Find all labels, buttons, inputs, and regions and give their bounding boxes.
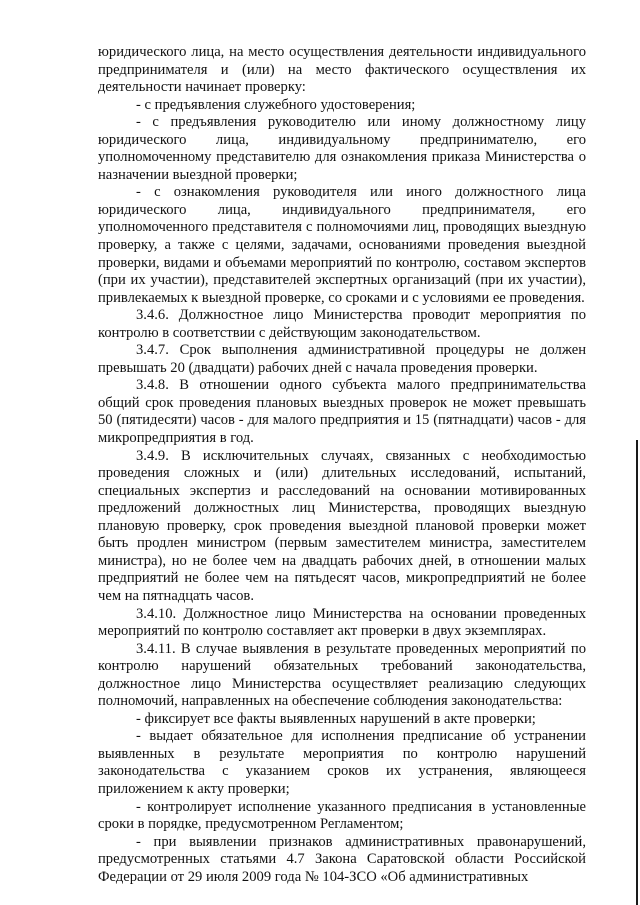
clause-3-4-10: 3.4.10. Должностное лицо Министерства на основании проведенных мероприятий по контролю составляет акт проверки в двух экземплярах.	[98, 605, 586, 640]
list-item-order: - с предъявления руководителю или иному должностному лицу юридического лица, индивидуальному предпринимателю, его уполномоченному представителю для ознакомления приказа Министерства о назначении выездной проверки;	[98, 114, 586, 183]
clause-3-4-7: 3.4.7. Срок выполнения административной процедуры не должен превышать 20 (двадцати) рабочих дней с начала проведения проверки.	[98, 342, 586, 376]
list-item-record-violations: - фиксирует все факты выявленных нарушений в акте проверки;	[136, 710, 536, 727]
list-item-administrative-offenses: - при выявлении признаков административных правонарушений, предусмотренных статьями 4.7 Закона Саратовской области Российской Федерации от 29 июля 2009 года № 104-ЗСО «Об административных	[98, 833, 586, 885]
list-item-certificate: - с предъявления служебного удостоверения;	[136, 96, 416, 113]
list-item-familiarization: - с ознакомления руководителя или иного должностного лица юридического лица, индивидуального предпринимателя, его уполномоченного представителя с полномочиями лиц, проводящих выездную проверку, а также с целями, задачами, основаниями проведения выездной проверки, видами и объемами мероприятий по контролю, составом экспертов (при их участии), представителей экспертных организаций (при их участии), привлекаемых к выездной проверке, со сроками и с условиями ее проведения.	[98, 184, 586, 306]
clause-3-4-11: 3.4.11. В случае выявления в результате проведенных мероприятий по контролю нарушений обязательных требований законодательства, должностное лицо Министерства осуществляет реализацию следующих полномочий, направленных на обеспечение соблюдения законодательства:	[98, 640, 586, 710]
scan-edge-line	[636, 440, 638, 905]
clause-3-4-9: 3.4.9. В исключительных случаях, связанных с необходимостью проведения сложных и (или) длительных исследований, испытаний, специальных экспертиз и расследований на основании мотивированных предложений должностных лиц Министерства, проводящих выездную плановую проверку, срок проведения выездной плановой проверки может быть продлен министром (первым заместителем министра, заместителем министра), но не более чем на двадцать рабочих дней, в отношении малых предприятий не более чем на пятьдесят часов, микропредприятий не более чем на пятнадцать часов.	[98, 447, 586, 604]
list-item-issue-order: - выдает обязательное для исполнения предписание об устранении выявленных в результате мероприятия по контролю нарушений законодательства с указанием сроков их устранения, являющееся приложением к акту проверки;	[98, 728, 586, 797]
clause-3-4-6: 3.4.6. Должностное лицо Министерства проводит мероприятия по контролю в соответствии с действующим законодательством.	[98, 307, 586, 341]
document-page	[98, 44, 586, 886]
paragraph-continuation: юридического лица, на место осуществления деятельности индивидуального предпринимателя и (или) на место фактического осуществления их деятельности начинает проверку:	[98, 44, 586, 96]
clause-3-4-8: 3.4.8. В отношении одного субъекта малого предпринимательства общий срок проведения плановых выездных проверок не может превышать 50 (пятидесяти) часов - для малого предприятия и 15 (пятнадцати) часов - для микропредприятия в год.	[98, 377, 586, 447]
list-item-control-execution: - контролирует исполнение указанного предписания в установленные сроки в порядке, предусмотренном Регламентом;	[98, 798, 586, 833]
